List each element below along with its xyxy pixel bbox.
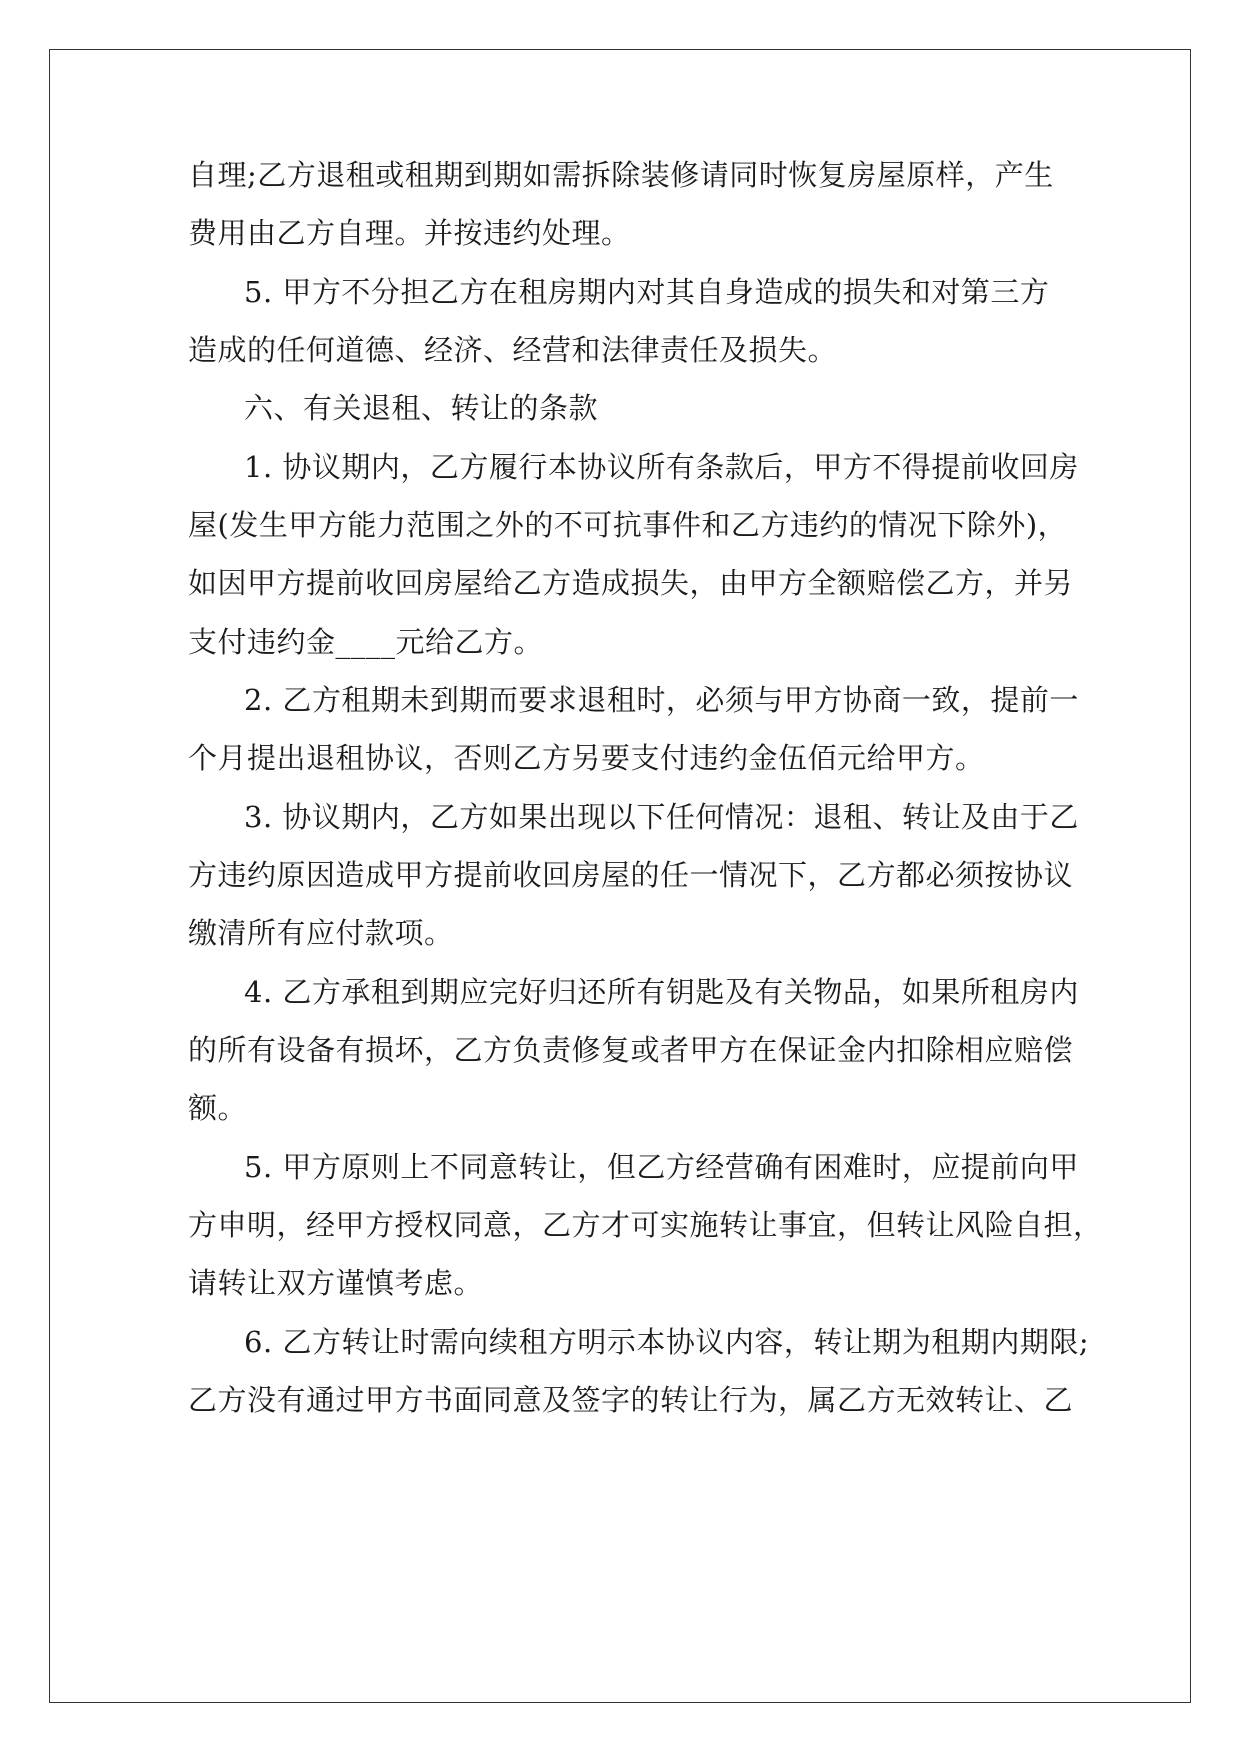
text-line: 的所有设备有损坏，乙方负责修复或者甲方在保证金内扣除相应赔偿 xyxy=(188,1033,1074,1067)
text-line: 缴清所有应付款项。 xyxy=(188,916,454,950)
text-line: 方违约原因造成甲方提前收回房屋的任一情况下，乙方都必须按协议 xyxy=(188,858,1074,892)
text-line: 5. 甲方原则上不同意转让，但乙方经营确有困难时，应提前向甲 xyxy=(244,1150,1079,1184)
text-line: 支付违约金____元给乙方。 xyxy=(188,625,544,659)
text-line: 3. 协议期内，乙方如果出现以下任何情况：退租、转让及由于乙 xyxy=(244,800,1079,834)
text-line: 造成的任何道德、经济、经营和法律责任及损失。 xyxy=(188,333,838,367)
text-line: 额。 xyxy=(188,1091,248,1125)
text-line: 请转让双方谨慎考虑。 xyxy=(188,1266,484,1300)
text-line: 屋(发生甲方能力范围之外的不可抗事件和乙方违约的情况下除外)， xyxy=(188,508,1068,542)
text-line: 费用由乙方自理。并按违约处理。 xyxy=(188,216,631,250)
text-line: 1. 协议期内，乙方履行本协议所有条款后，甲方不得提前收回房 xyxy=(244,450,1079,484)
text-line: 6. 乙方转让时需向续租方明示本协议内容，转让期为租期内期限; xyxy=(244,1325,1090,1359)
text-line: 4. 乙方承租到期应完好归还所有钥匙及有关物品，如果所租房内 xyxy=(244,975,1079,1009)
text-line: 乙方没有通过甲方书面同意及签字的转让行为，属乙方无效转让、乙 xyxy=(188,1383,1074,1417)
text-line: 方申明，经甲方授权同意，乙方才可实施转让事宜，但转让风险自担， xyxy=(188,1208,1103,1242)
text-line: 个月提出退租协议，否则乙方另要支付违约金伍佰元给甲方。 xyxy=(188,741,985,775)
text-line: 5. 甲方不分担乙方在租房期内对其自身造成的损失和对第三方 xyxy=(244,275,1050,309)
section-heading: 六、有关退租、转让的条款 xyxy=(244,391,599,425)
text-line: 2. 乙方租期未到期而要求退租时，必须与甲方协商一致，提前一 xyxy=(244,683,1079,717)
text-line: 如因甲方提前收回房屋给乙方造成损失，由甲方全额赔偿乙方，并另 xyxy=(188,566,1074,600)
text-line: 自理;乙方退租或租期到期如需拆除装修请同时恢复房屋原样，产生 xyxy=(188,158,1054,192)
